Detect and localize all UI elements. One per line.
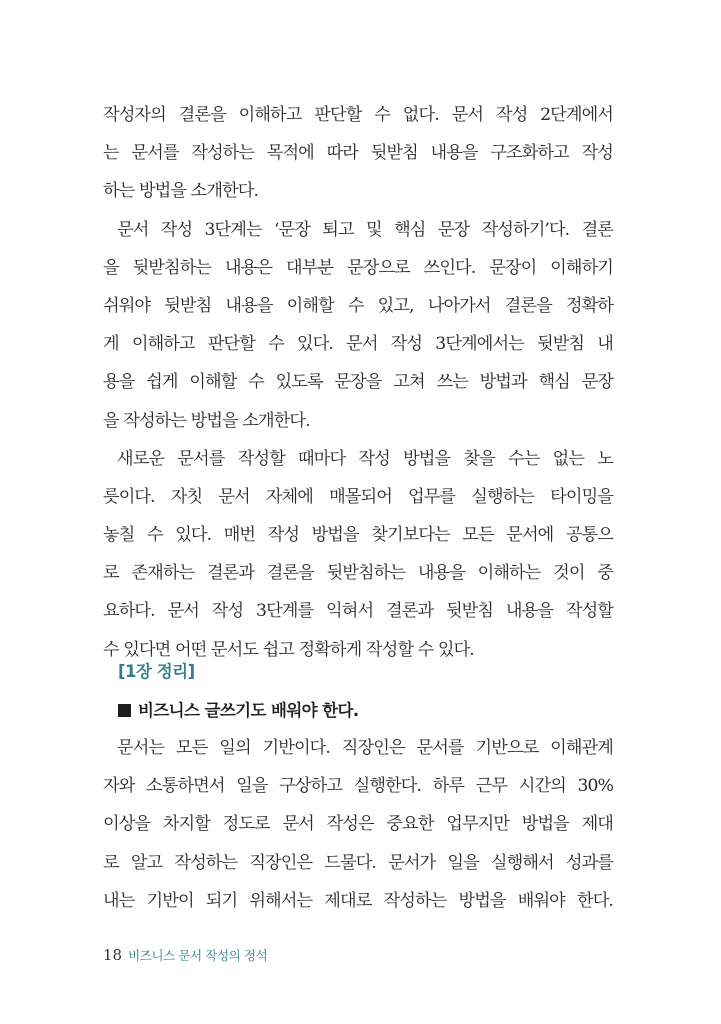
body-line: 요하다. 문서 작성 3단계를 익혀서 결론과 뒷받침 내용을 작성할 bbox=[103, 601, 613, 622]
page-number: 18 bbox=[103, 946, 123, 964]
summary-line: 로 알고 작성하는 직장인은 드물다. 문서가 일을 실행해서 성과를 bbox=[103, 852, 613, 873]
summary-line: 이상을 차지할 정도로 문서 작성은 중요한 업무지만 방법을 제대 bbox=[103, 814, 613, 835]
body-line: 새로운 문서를 작성할 때마다 작성 방법을 찾을 수는 없는 노 bbox=[117, 448, 613, 469]
body-line: 게 이해하고 판단할 수 있다. 문서 작성 3단계에서는 뒷받침 내 bbox=[103, 334, 613, 355]
body-line: 용을 쉽게 이해할 수 있도록 문장을 고쳐 쓰는 방법과 핵심 문장 bbox=[103, 372, 613, 393]
body-line: 릇이다. 자칫 문서 자체에 매몰되어 업무를 실행하는 타이밍을 bbox=[103, 486, 613, 507]
body-line: 문서 작성 3단계는 ‘문장 퇴고 및 핵심 문장 작성하기’다. 결론 bbox=[117, 219, 613, 240]
body-line: 을 작성하는 방법을 소개한다. bbox=[103, 410, 310, 431]
body-line: 쉬워야 뒷받침 내용을 이해할 수 있고, 나아가서 결론을 정확하 bbox=[103, 295, 613, 316]
body-line: 을 뒷받침하는 내용은 대부분 문장으로 쓰인다. 문장이 이해하기 bbox=[103, 257, 613, 278]
body-text bbox=[103, 96, 613, 669]
body-line: 는 문서를 작성하는 목적에 따라 뒷받침 내용을 구조화하고 작성 bbox=[103, 143, 613, 164]
square-bullet-icon bbox=[118, 704, 131, 717]
summary-line: 내는 기반이 되기 위해서는 제대로 작성하는 방법을 배워야 한다. bbox=[103, 890, 613, 911]
summary-subheading-text: 비즈니스 글쓰기도 배워야 한다. bbox=[138, 701, 359, 720]
book-title: 비즈니스 문서 작성의 정석 bbox=[128, 948, 268, 963]
body-line: 작성자의 결론을 이해하고 판단할 수 없다. 문서 작성 2단계에서 bbox=[103, 105, 613, 125]
page-footer bbox=[103, 946, 267, 964]
body-line: 놓칠 수 있다. 매번 작성 방법을 찾기보다는 모든 문서에 공통으 bbox=[103, 525, 613, 546]
chapter-summary-heading: [1장 정리] bbox=[118, 662, 195, 681]
body-line: 하는 방법을 소개한다. bbox=[103, 181, 259, 202]
summary-text bbox=[103, 729, 613, 920]
summary-line: 문서는 모든 일의 기반이다. 직장인은 문서를 기반으로 이해관계 bbox=[117, 738, 613, 758]
summary-line: 자와 소통하면서 일을 구상하고 실행한다. 하루 근무 시간의 30% bbox=[103, 776, 613, 797]
summary-subheading bbox=[118, 697, 359, 721]
body-line: 로 존재하는 결론과 결론을 뒷받침하는 내용을 이해하는 것이 중 bbox=[103, 563, 613, 584]
body-line: 수 있다면 어떤 문서도 쉽고 정확하게 작성할 수 있다. bbox=[103, 639, 474, 660]
